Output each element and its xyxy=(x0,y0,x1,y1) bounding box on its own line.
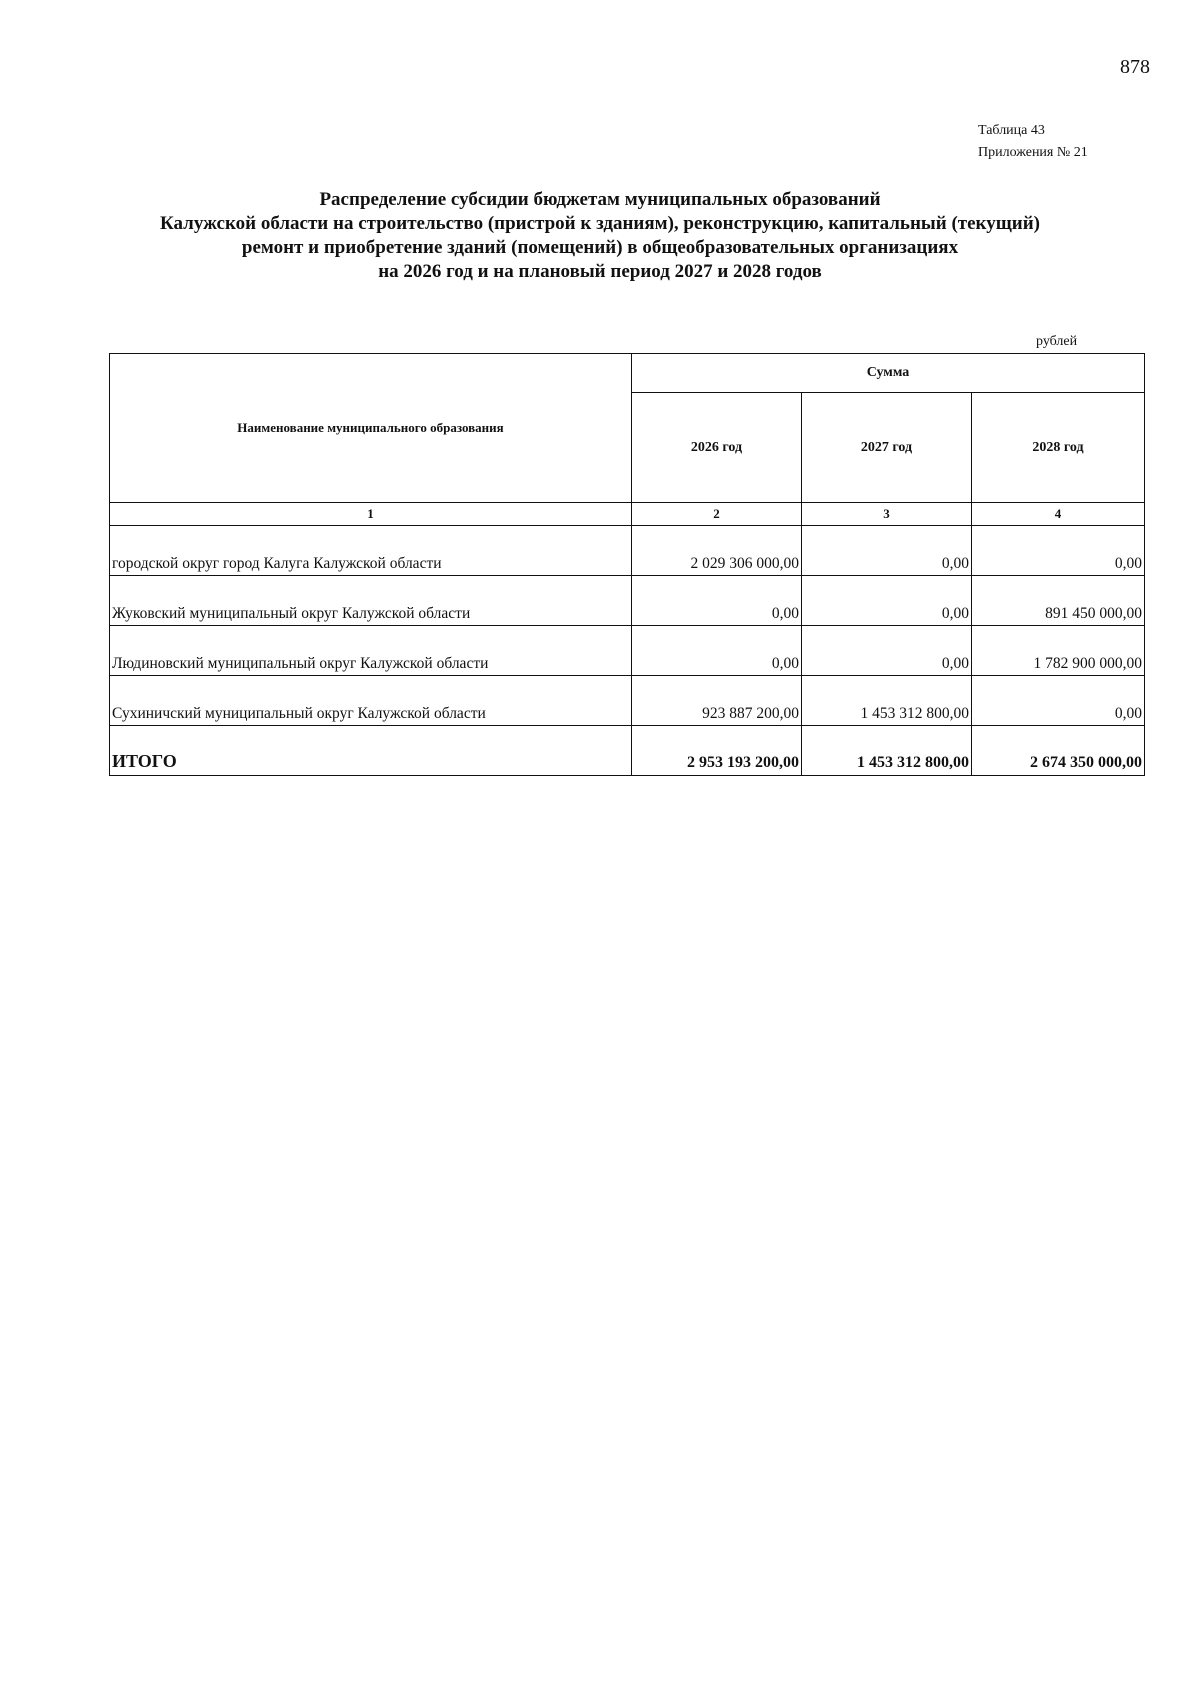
document-title xyxy=(100,188,1100,284)
title-line-2: Калужской области на строительство (пристрой к зданиям), реконструкцию, капитальный (текущий) xyxy=(159,213,1040,234)
amount-2028: 0,00 xyxy=(972,526,1145,576)
amount-2028: 891 450 000,00 xyxy=(972,576,1145,626)
column-number-4: 4 xyxy=(972,503,1145,526)
amount-2027: 0,00 xyxy=(802,526,972,576)
municipality-name: городской округ город Калуга Калужской области xyxy=(110,526,632,576)
column-number-2: 2 xyxy=(632,503,802,526)
table-row xyxy=(110,576,1145,626)
table-header-row xyxy=(110,354,1145,393)
table-reference-line-1: Таблица 43 xyxy=(978,123,1045,138)
title-line-4: на 2026 год и на плановый период 2027 и 2028 годов xyxy=(378,261,822,282)
title-line-3: ремонт и приобретение зданий (помещений) в общеобразовательных организациях xyxy=(241,237,959,258)
municipality-name: Жуковский муниципальный округ Калужской области xyxy=(110,576,632,626)
municipality-name: Людиновский муниципальный округ Калужской области xyxy=(110,626,632,676)
page-number: 878 xyxy=(1120,56,1150,78)
column-number-1: 1 xyxy=(110,503,632,526)
amount-2027: 1 453 312 800,00 xyxy=(802,676,972,726)
header-sum: Сумма xyxy=(632,354,1145,393)
amount-2026: 2 029 306 000,00 xyxy=(632,526,802,576)
table-row xyxy=(110,526,1145,576)
header-year-2028: 2028 год xyxy=(972,393,1145,503)
units-label: рублей xyxy=(1036,334,1078,349)
amount-2028: 0,00 xyxy=(972,676,1145,726)
table-reference-line-2: Приложения № 21 xyxy=(978,145,1088,160)
title-line-1: Распределение субсидии бюджетам муниципальных образований xyxy=(319,189,881,210)
total-2028: 2 674 350 000,00 xyxy=(972,726,1145,776)
column-number-3: 3 xyxy=(802,503,972,526)
amount-2027: 0,00 xyxy=(802,576,972,626)
header-municipality-name: Наименование муниципального образования xyxy=(110,354,632,503)
total-label: ИТОГО xyxy=(110,726,632,776)
amount-2026: 0,00 xyxy=(632,576,802,626)
amount-2027: 0,00 xyxy=(802,626,972,676)
total-2026: 2 953 193 200,00 xyxy=(632,726,802,776)
table-row xyxy=(110,626,1145,676)
total-row xyxy=(110,726,1145,776)
subsidy-distribution-table xyxy=(109,353,1145,776)
header-year-2026: 2026 год xyxy=(632,393,802,503)
column-number-row xyxy=(110,503,1145,526)
amount-2026: 0,00 xyxy=(632,626,802,676)
municipality-name: Сухиничский муниципальный округ Калужской области xyxy=(110,676,632,726)
header-year-2027: 2027 год xyxy=(802,393,972,503)
table-row xyxy=(110,676,1145,726)
table-reference xyxy=(978,120,1088,164)
amount-2026: 923 887 200,00 xyxy=(632,676,802,726)
amount-2028: 1 782 900 000,00 xyxy=(972,626,1145,676)
total-2027: 1 453 312 800,00 xyxy=(802,726,972,776)
